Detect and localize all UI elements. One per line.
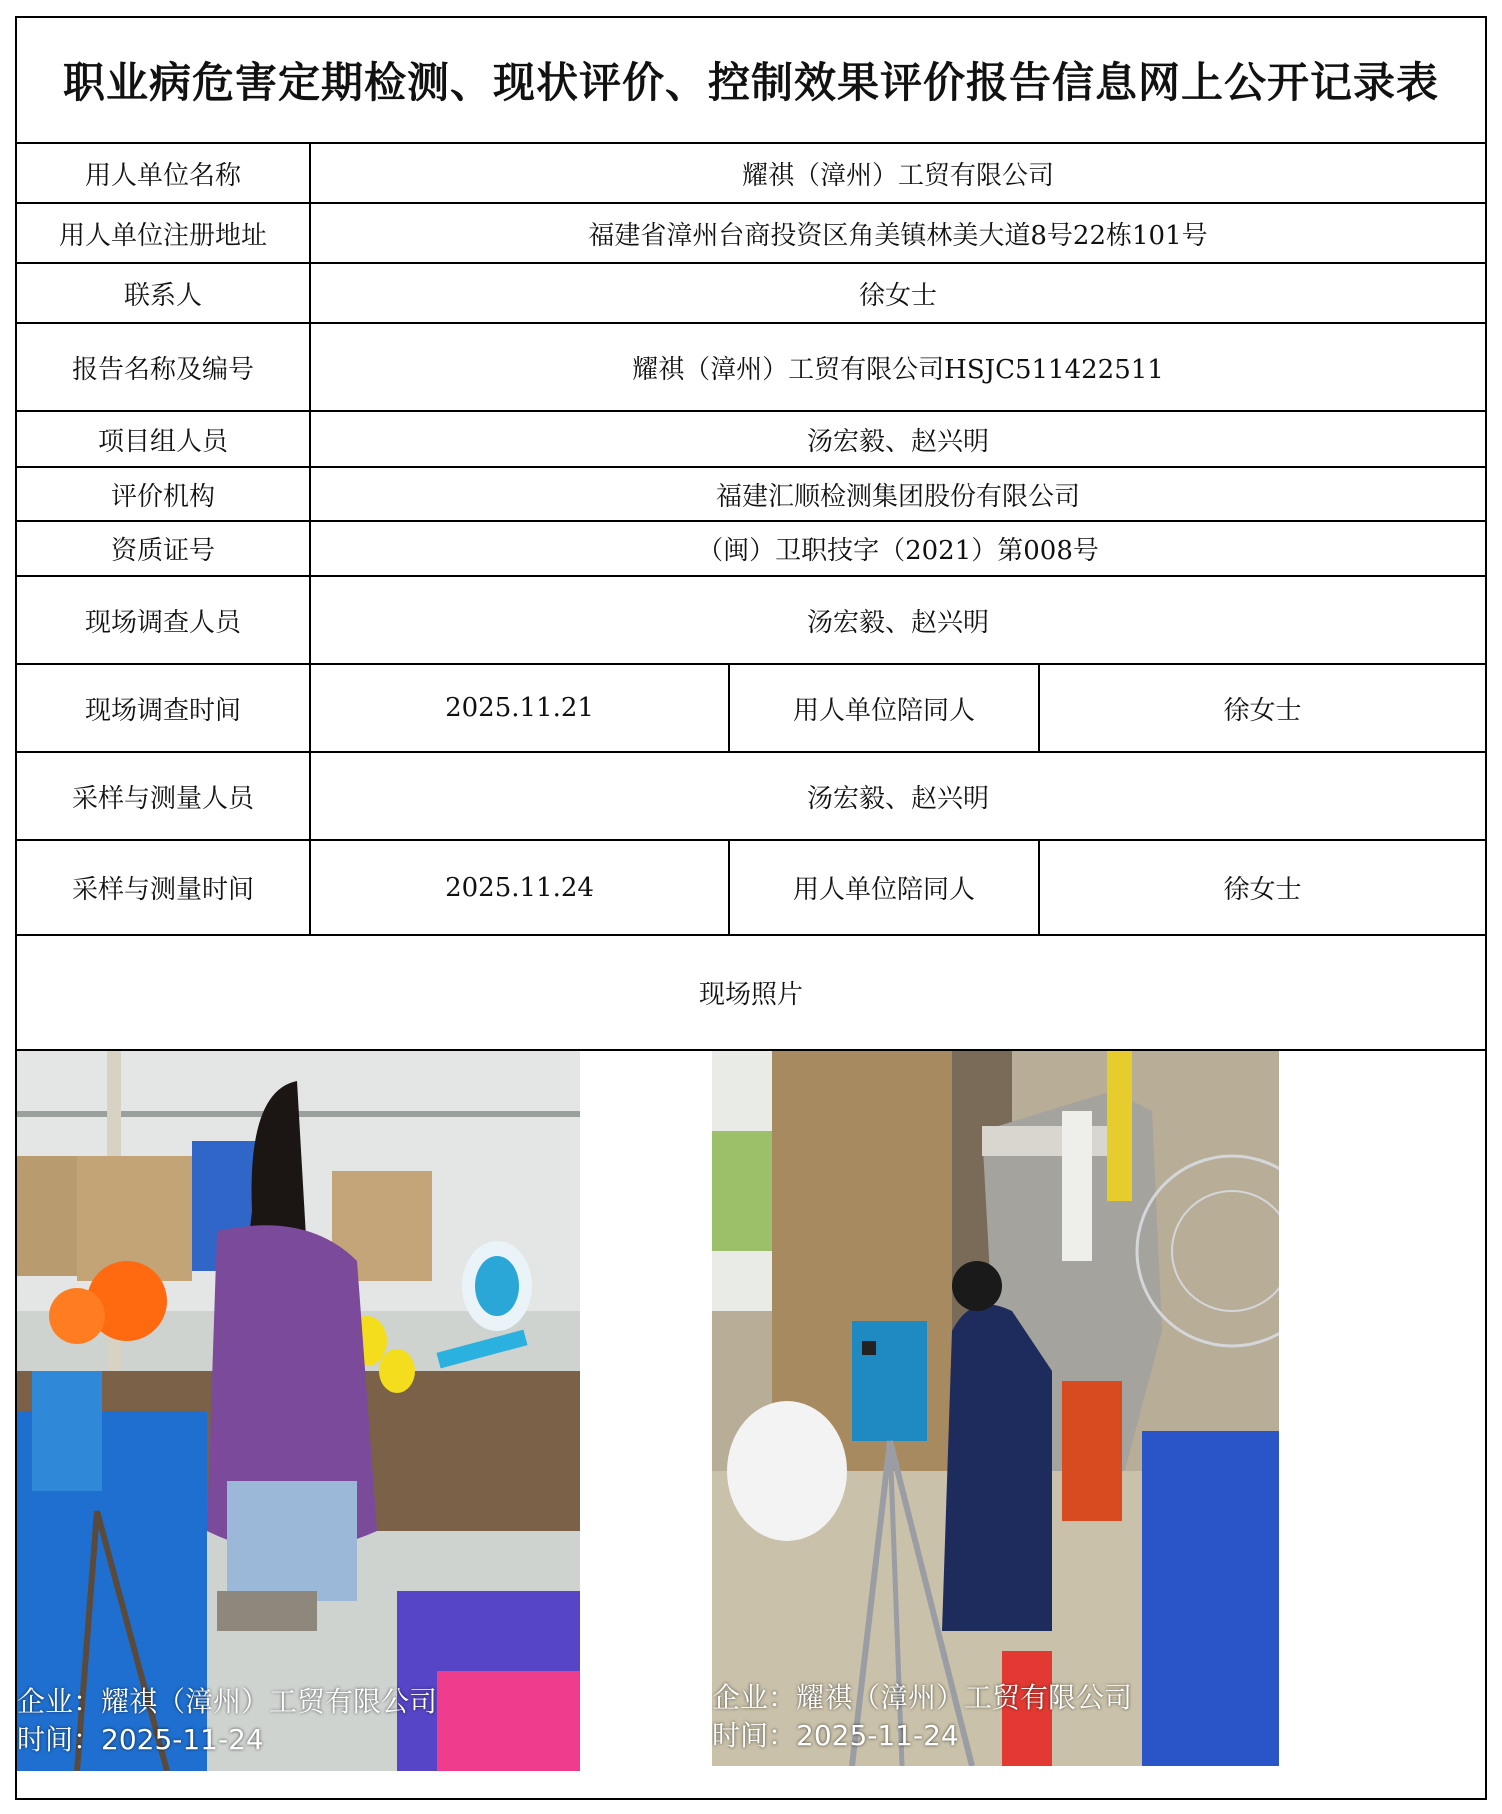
field-label: 项目组人员 [97,426,228,457]
machine-room-photo-icon [712,1051,1279,1766]
photo-watermark-time: 时间：2025-11-24 [17,1723,264,1756]
report-name-number: 耀祺（漳州）工贸有限公司HSJC511422511 [309,324,1485,410]
field-label: 采样与测量时间 [71,875,254,905]
qualification-number: （闽）卫职技字（2021）第008号 [309,522,1485,575]
table-row [17,575,1485,663]
survey-companion: 徐女士 [1038,665,1485,751]
field-label: 用人单位注册地址 [58,220,267,251]
table-row [17,520,1485,575]
workshop-photo-icon [17,1051,580,1771]
site-photo-1 [17,1051,580,1771]
field-label: 用人单位陪同人 [728,841,1038,934]
photos-section-label: 现场照片 [698,980,803,1010]
field-label: 采样与测量人员 [71,783,254,814]
survey-staff: 汤宏毅、赵兴明 [309,577,1485,663]
site-photo-2 [712,1051,1279,1766]
photo-watermark-time: 时间：2025-11-24 [712,1719,959,1752]
table-row [17,410,1485,466]
field-label: 现场调查人员 [84,607,241,638]
contact-person: 徐女士 [309,264,1485,322]
field-label: 报告名称及编号 [71,354,254,385]
photo-watermark-company: 企业：耀祺（漳州）工贸有限公司 [17,1685,438,1718]
evaluation-agency: 福建汇顺检测集团股份有限公司 [309,468,1485,520]
page-title: 职业病危害定期检测、现状评价、控制效果评价报告信息网上公开记录表 [62,58,1439,107]
field-label: 现场调查时间 [84,695,241,726]
field-label: 联系人 [123,280,202,311]
table-row [17,466,1485,520]
sampling-companion: 徐女士 [1038,841,1485,934]
photo-watermark-company: 企业：耀祺（漳州）工贸有限公司 [712,1681,1133,1714]
field-label: 用人单位名称 [84,160,241,191]
employer-name: 耀祺（漳州）工贸有限公司 [309,144,1485,202]
title-row [17,18,1485,142]
field-label: 用人单位陪同人 [728,665,1038,751]
project-team: 汤宏毅、赵兴明 [309,412,1485,466]
field-label: 资质证号 [110,536,215,566]
table-row [17,663,1485,751]
sampling-staff: 汤宏毅、赵兴明 [309,753,1485,839]
employer-address: 福建省漳州台商投资区角美镇林美大道8号22栋101号 [309,204,1485,262]
table-row [17,839,1485,934]
table-row [17,142,1485,202]
record-table [15,16,1487,1800]
sampling-date: 2025.11.24 [309,841,728,934]
table-row [17,322,1485,410]
table-row [17,751,1485,839]
photos-header-row [17,934,1485,1049]
survey-date: 2025.11.21 [309,665,728,751]
table-row [17,202,1485,262]
field-label: 评价机构 [110,481,215,512]
photos-area [17,1049,1485,1798]
table-row [17,262,1485,322]
